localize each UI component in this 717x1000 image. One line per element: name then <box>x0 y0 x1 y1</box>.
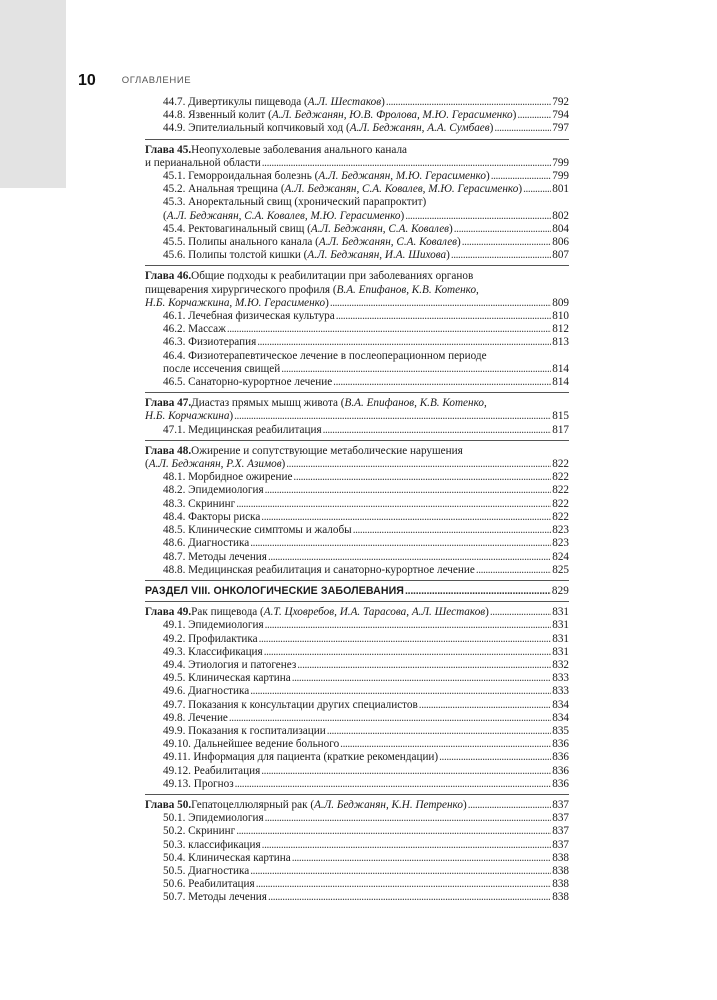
chapter-47-heading[interactable]: Глава 47. Диастаз прямых мышц живота ( В.А. Епифанов, К.В. Котенко, Н.Б. Корчажкина ) . . . 815 <box>145 397 569 423</box>
page-ref: 838 <box>552 878 569 891</box>
page-ref: 792 <box>552 96 569 108</box>
toc-entry-44-9[interactable]: 44.9. Эпителиальный копчиковый ход ( А.Л. Беджанян, А.А. Сумбаев ) . . . 797 <box>145 122 569 135</box>
leader-dots <box>517 109 551 122</box>
toc-entry-50-4[interactable]: 50.4. Клиническая картина . . . 838 <box>145 852 569 865</box>
leader-dots <box>229 712 551 725</box>
leader-dots <box>333 376 551 389</box>
toc-entry-45-3[interactable]: 45.3. Аноректальный свищ (хронический парапроктит) ( А.Л. Беджанян, С.А. Ковалев, М.Ю. Герасименко ) . . . 802 <box>145 196 569 222</box>
page-ref: 837 <box>552 825 569 838</box>
leader-dots <box>265 619 552 632</box>
page-ref: 813 <box>552 336 569 349</box>
leader-dots <box>265 812 552 825</box>
toc-entry-49-2[interactable]: 49.2. Профилактика . . . 831 <box>145 633 569 646</box>
page-ref: 834 <box>552 711 569 724</box>
leader-dots <box>451 249 551 262</box>
toc-entry-50-5[interactable]: 50.5. Диагностика . . . 838 <box>145 865 569 878</box>
chapter-46-heading[interactable]: Глава 46. Общие подходы к реабилитации при заболеваниях органов пищеварения хирургического профиля ( В.А. Епифанов, К.В. Котенко, Н.Б. Корчажкина, М.Ю. Герасименко ) . . . 809 <box>145 270 569 310</box>
toc-entry-50-3[interactable]: 50.3. классификация . . . 837 <box>145 839 569 852</box>
leader-dots <box>454 223 551 236</box>
toc-entry-47-1[interactable]: 47.1. Медицинская реабилитация . . . 817 <box>145 424 569 437</box>
toc-entry-48-2[interactable]: 48.2. Эпидемиология . . . 822 <box>145 484 569 497</box>
page-ref: 831 <box>552 619 569 632</box>
leader-dots <box>419 699 551 712</box>
page-ref: 837 <box>552 798 569 811</box>
leader-dots <box>234 410 551 423</box>
leader-dots <box>268 891 551 904</box>
leader-dots <box>236 498 551 511</box>
leader-dots <box>262 157 551 170</box>
section-8-group <box>145 580 569 598</box>
page-ref: 825 <box>552 563 569 576</box>
running-header <box>78 72 191 92</box>
page-ref: 836 <box>552 764 569 777</box>
page-ref: 838 <box>552 864 569 877</box>
page-ref: 838 <box>552 891 569 904</box>
leader-dots <box>257 336 551 349</box>
toc-entry-49-13[interactable]: 49.13. Прогноз . . . 836 <box>145 778 569 791</box>
page-ref: 833 <box>552 685 569 698</box>
leader-dots <box>227 323 551 336</box>
leader-dots <box>264 646 552 659</box>
toc-entry-50-6[interactable]: 50.6. Реабилитация . . . 838 <box>145 878 569 891</box>
leader-dots <box>292 672 552 685</box>
page-ref: 824 <box>552 550 569 563</box>
chapter-50-group <box>145 794 569 905</box>
leader-dots <box>336 310 551 323</box>
page-ref: 834 <box>552 698 569 711</box>
toc-entry-46-2[interactable]: 46.2. Массаж . . . 812 <box>145 323 569 336</box>
leader-dots <box>405 210 551 223</box>
toc-entry-48-8[interactable]: 48.8. Медицинская реабилитация и санаторно-курортное лечение . . . 825 <box>145 564 569 577</box>
page-ref: 806 <box>552 236 569 249</box>
toc-entry-50-1[interactable]: 50.1. Эпидемиология . . . 837 <box>145 812 569 825</box>
leader-dots <box>268 551 551 564</box>
page-ref: 817 <box>552 423 569 436</box>
page-ref: 797 <box>552 122 569 135</box>
chapter-49-heading[interactable]: Глава 49. Рак пищевода ( А.Т. Цховребов, И.А. Тарасова, А.Л. Шестаков ) . . . 831 <box>145 606 569 619</box>
leader-dots <box>340 738 551 751</box>
leader-dots <box>490 606 551 619</box>
leader-dots <box>261 511 551 524</box>
page-ref: 822 <box>552 484 569 497</box>
page-ref: 804 <box>552 222 569 235</box>
leader-dots <box>236 825 551 838</box>
leader-dots <box>353 524 552 537</box>
toc-entry-44-8[interactable]: 44.8. Язвенный колит ( А.Л. Беджанян, Ю.В. Фролова, М.Ю. Герасименко ) . . . 794 <box>145 109 569 122</box>
toc-entry-48-7[interactable]: 48.7. Методы лечения . . . 824 <box>145 551 569 564</box>
toc-entry-45-1[interactable]: 45.1. Геморроидальная болезнь ( А.Л. Беджанян, М.Ю. Герасименко ) . . . 799 <box>145 170 569 183</box>
toc-entry-50-2[interactable]: 50.2. Скрининг . . . 837 <box>145 825 569 838</box>
leader-dots <box>330 297 551 310</box>
page-number: 10 <box>78 72 96 89</box>
page-ref: 799 <box>552 170 569 183</box>
toc-entry-48-3[interactable]: 48.3. Скрининг . . . 822 <box>145 498 569 511</box>
page-ref: 831 <box>552 632 569 645</box>
toc-entry-49-9[interactable]: 49.9. Показания к госпитализации . . . 835 <box>145 725 569 738</box>
leader-dots <box>250 865 551 878</box>
page-ref: 829 <box>551 584 569 597</box>
leader-dots <box>293 471 551 484</box>
leader-dots <box>386 96 551 109</box>
page-ref: 822 <box>552 471 569 484</box>
chapter-48-heading[interactable]: Глава 48. Ожирение и сопутствующие метаболические нарушения ( А.Л. Беджанян, Р.Х. Азимов ) . . . 822 <box>145 445 569 471</box>
toc-entry-45-4[interactable]: 45.4. Ректовагинальный свищ ( А.Л. Беджанян, С.А. Ковалев ) . . . 804 <box>145 223 569 236</box>
page-ref: 822 <box>552 510 569 523</box>
page-ref: 837 <box>552 812 569 825</box>
leader-dots <box>250 685 551 698</box>
leader-dots <box>405 585 551 598</box>
page-ref: 833 <box>552 672 569 685</box>
leader-dots <box>256 878 552 891</box>
chapter-45-heading[interactable]: Глава 45. Неопухолевые заболевания анального канала и перианальной области . . . 799 <box>145 144 569 170</box>
leader-dots <box>261 765 551 778</box>
toc-entry-48-4[interactable]: 48.4. Факторы риска . . . 822 <box>145 511 569 524</box>
leader-dots <box>476 564 551 577</box>
page-ref: 837 <box>552 838 569 851</box>
section-8-heading[interactable]: РАЗДЕЛ VIII. ОНКОЛОГИЧЕСКИЕ ЗАБОЛЕВАНИЯ . . . 829 <box>145 585 569 598</box>
page-ref: 799 <box>552 156 569 169</box>
page-ref: 814 <box>552 362 569 375</box>
chapter-47-group <box>145 392 569 437</box>
toc-entry-49-11[interactable]: 49.11. Информация для пациента (краткие рекомендации) . . . 836 <box>145 751 569 764</box>
toc-entry-49-7[interactable]: 49.7. Показания к консультации других специалистов . . . 834 <box>145 699 569 712</box>
page-ref: 814 <box>552 376 569 389</box>
page-ref: 831 <box>552 645 569 658</box>
page-ref: 801 <box>552 183 569 196</box>
chapter-45-group <box>145 139 569 263</box>
page-ref: 802 <box>552 209 569 222</box>
leader-dots <box>491 170 552 183</box>
toc-entry-45-2[interactable]: 45.2. Анальная трещина ( А.Л. Беджанян, С.А. Ковалев, М.Ю. Герасименко ) . . . 801 <box>145 183 569 196</box>
chapter-50-heading[interactable]: Глава 50. Гепатоцеллюлярный рак ( А.Л. Беджанян, К.Н. Петренко ) . . . 837 <box>145 799 569 812</box>
page-ref: 832 <box>552 658 569 671</box>
page-ref: 823 <box>552 537 569 550</box>
toc-entry-49-1[interactable]: 49.1. Эпидемиология . . . 831 <box>145 619 569 632</box>
chapter-48-group <box>145 440 569 577</box>
leader-dots <box>286 458 551 471</box>
page-ref: 807 <box>552 249 569 262</box>
page-ref: 831 <box>552 606 569 619</box>
page-ref: 835 <box>552 724 569 737</box>
leader-dots <box>297 659 551 672</box>
page-ref: 836 <box>552 738 569 751</box>
chapter-46-group <box>145 265 569 389</box>
leader-dots <box>462 236 551 249</box>
page-ref: 815 <box>552 410 569 423</box>
leader-dots <box>439 751 551 764</box>
page-ref: 794 <box>552 109 569 122</box>
leader-dots <box>468 799 552 812</box>
page-ref: 836 <box>552 777 569 790</box>
toc-entry-45-6[interactable]: 45.6. Полипы толстой кишки ( А.Л. Беджанян, И.А. Шихова ) . . . 807 <box>145 249 569 262</box>
leader-dots <box>235 778 552 791</box>
page-ref: 809 <box>552 296 569 309</box>
toc-entry-49-3[interactable]: 49.3. Классификация . . . 831 <box>145 646 569 659</box>
chapter-44-continuation <box>145 96 569 136</box>
leader-dots <box>265 484 552 497</box>
chapter-49-group <box>145 601 569 791</box>
page-ref: 836 <box>552 751 569 764</box>
leader-dots <box>262 839 552 852</box>
toc-entry-49-12[interactable]: 49.12. Реабилитация . . . 836 <box>145 765 569 778</box>
page-edge-tab <box>0 0 66 188</box>
toc-entry-46-5[interactable]: 46.5. Санаторно-курортное лечение . . . 814 <box>145 376 569 389</box>
toc-entry-48-1[interactable]: 48.1. Морбидное ожирение . . . 822 <box>145 471 569 484</box>
running-title: ОГЛАВЛЕНИЕ <box>121 75 192 86</box>
leader-dots <box>323 424 552 437</box>
leader-dots <box>523 183 551 196</box>
toc-entry-46-4[interactable]: 46.4. Физиотерапевтическое лечение в послеоперационном периоде после иссечения свищей . . . 814 <box>145 350 569 376</box>
page-ref: 822 <box>552 458 569 471</box>
page-ref: 823 <box>552 524 569 537</box>
toc-entry-46-1[interactable]: 46.1. Лечебная физическая культура . . . 810 <box>145 310 569 323</box>
page-ref: 810 <box>552 310 569 323</box>
table-of-contents <box>145 96 569 905</box>
toc-entry-49-10[interactable]: 49.10. Дальнейшее ведение больного . . . 836 <box>145 738 569 751</box>
toc-entry-49-8[interactable]: 49.8. Лечение . . . 834 <box>145 712 569 725</box>
page-ref: 838 <box>552 851 569 864</box>
toc-entry-50-7[interactable]: 50.7. Методы лечения . . . 838 <box>145 891 569 904</box>
leader-dots <box>494 122 551 135</box>
leader-dots <box>292 852 552 865</box>
toc-entry-46-3[interactable]: 46.3. Физиотерапия . . . 813 <box>145 336 569 349</box>
toc-entry-48-5[interactable]: 48.5. Клинические симптомы и жалобы . . . 823 <box>145 524 569 537</box>
toc-entry-48-6[interactable]: 48.6. Диагностика . . . 823 <box>145 537 569 550</box>
page-ref: 822 <box>552 497 569 510</box>
toc-entry-49-6[interactable]: 49.6. Диагностика . . . 833 <box>145 685 569 698</box>
toc-entry-45-5[interactable]: 45.5. Полипы анального канала ( А.Л. Беджанян, С.А. Ковалев ) . . . 806 <box>145 236 569 249</box>
toc-entry-44-7[interactable]: 44.7. Дивертикулы пищевода ( А.Л. Шестаков ) . . . 792 <box>145 96 569 109</box>
leader-dots <box>250 537 551 550</box>
leader-dots <box>259 633 552 646</box>
toc-entry-49-4[interactable]: 49.4. Этиология и патогенез . . . 832 <box>145 659 569 672</box>
leader-dots <box>281 363 551 376</box>
toc-entry-49-5[interactable]: 49.5. Клиническая картина . . . 833 <box>145 672 569 685</box>
page-ref: 812 <box>552 323 569 336</box>
leader-dots <box>327 725 551 738</box>
